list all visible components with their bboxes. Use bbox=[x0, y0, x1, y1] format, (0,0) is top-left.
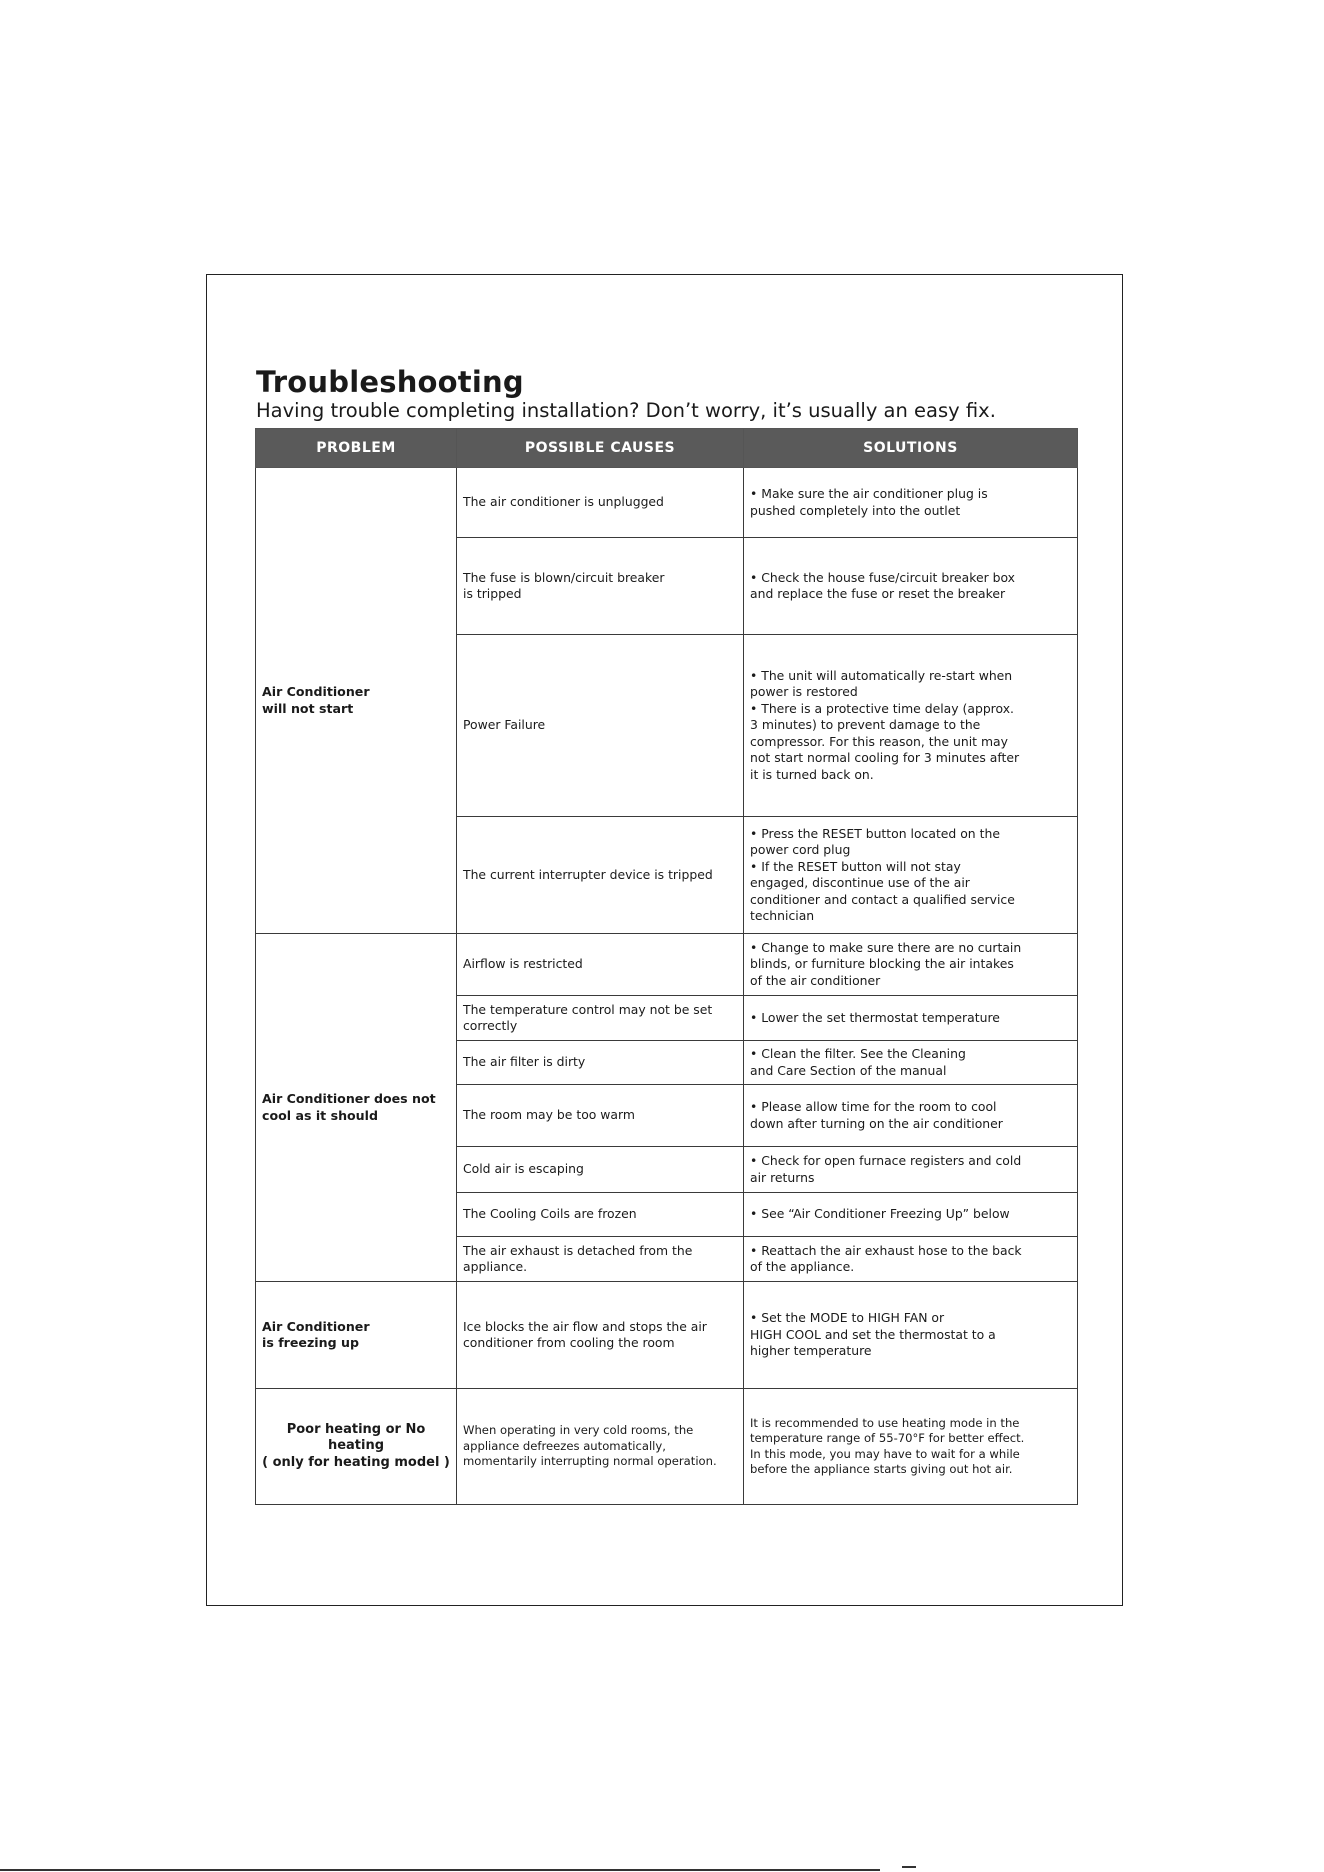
cause-line: The room may be too warm bbox=[463, 1107, 635, 1123]
cause-line: appliance. bbox=[463, 1259, 528, 1274]
cause-cell bbox=[457, 1237, 744, 1282]
problem-line: is freezing up bbox=[262, 1335, 359, 1350]
cause-cell bbox=[457, 635, 744, 817]
solution-line: blinds, or furniture blocking the air intakes bbox=[750, 956, 1014, 972]
table-row bbox=[256, 1389, 1078, 1505]
page-title: Troubleshooting bbox=[256, 365, 524, 399]
solution-cell bbox=[744, 817, 1078, 934]
solution-line: temperature range of 55-70°F for better effect. bbox=[750, 1431, 1025, 1445]
problem-line: ( only for heating model ) bbox=[262, 1454, 450, 1470]
page-subtitle: Having trouble completing installation? Don’t worry, it’s usually an easy fix. bbox=[256, 399, 996, 422]
solution-line: before the appliance starts giving out hot air. bbox=[750, 1462, 1013, 1476]
problem-cell bbox=[256, 468, 457, 934]
header-possible-causes: POSSIBLE CAUSES bbox=[457, 429, 744, 468]
solution-cell bbox=[744, 468, 1078, 538]
cause-line: Ice blocks the air flow and stops the air bbox=[463, 1318, 707, 1334]
solution-cell bbox=[744, 996, 1078, 1041]
cause-cell bbox=[457, 996, 744, 1041]
cause-cell bbox=[457, 1282, 744, 1389]
problem-line: Air Conditioner does not bbox=[262, 1091, 436, 1106]
solution-line: • The unit will automatically re-start when bbox=[750, 667, 1013, 683]
solution-cell bbox=[744, 538, 1078, 635]
solution-line: it is turned back on. bbox=[750, 766, 874, 782]
cause-cell bbox=[457, 468, 744, 538]
solution-line: higher temperature bbox=[750, 1343, 872, 1359]
solution-cell bbox=[744, 1147, 1078, 1193]
problem-cell bbox=[256, 1389, 457, 1505]
cause-line: The current interrupter device is tripped bbox=[463, 866, 713, 882]
cause-line: appliance defreezes automatically, bbox=[463, 1438, 666, 1453]
cause-line: Power Failure bbox=[463, 717, 546, 733]
cause-cell bbox=[457, 1041, 744, 1085]
solution-line: • Check for open furnace registers and cold bbox=[750, 1153, 1022, 1168]
solution-line: It is recommended to use heating mode in the bbox=[750, 1415, 1020, 1430]
cause-cell bbox=[457, 1193, 744, 1237]
solution-line: • Set the MODE to HIGH FAN or bbox=[750, 1310, 945, 1326]
cause-cell bbox=[457, 1085, 744, 1147]
problem-line: Air Conditioner bbox=[262, 1318, 370, 1334]
solution-line: • Lower the set thermostat temperature bbox=[750, 1009, 1000, 1025]
cause-line: The air exhaust is detached from the bbox=[463, 1242, 693, 1258]
cause-cell bbox=[457, 934, 744, 996]
problem-line: cool as it should bbox=[262, 1107, 378, 1123]
problem-cell bbox=[256, 934, 457, 1282]
cause-line: correctly bbox=[463, 1018, 518, 1033]
solution-line: • Reattach the air exhaust hose to the back bbox=[750, 1242, 1022, 1258]
cause-line: conditioner from cooling the room bbox=[463, 1335, 675, 1350]
cause-line: The air conditioner is unplugged bbox=[463, 494, 664, 510]
page-mark bbox=[902, 1866, 916, 1868]
header-problem: PROBLEM bbox=[256, 429, 457, 468]
solution-cell bbox=[744, 1389, 1078, 1505]
solution-cell bbox=[744, 1041, 1078, 1085]
cause-cell bbox=[457, 817, 744, 934]
table-header-row bbox=[256, 429, 1078, 468]
solution-line: technician bbox=[750, 908, 815, 923]
problem-line: Poor heating or No heating bbox=[286, 1421, 426, 1454]
problem-line: will not start bbox=[262, 700, 354, 716]
cause-line: When operating in very cold rooms, the bbox=[463, 1423, 694, 1438]
solution-line: • Check the house fuse/circuit breaker box bbox=[750, 569, 1016, 585]
solution-line: • Please allow time for the room to cool bbox=[750, 1099, 997, 1114]
solution-cell bbox=[744, 934, 1078, 996]
solution-line: In this mode, you may have to wait for a while bbox=[750, 1446, 1020, 1461]
cause-line: The temperature control may not be set bbox=[463, 1001, 713, 1017]
solution-cell bbox=[744, 1085, 1078, 1147]
problem-cell bbox=[256, 1282, 457, 1389]
solution-line: pushed completely into the outlet bbox=[750, 502, 961, 518]
solution-line: of the appliance. bbox=[750, 1259, 855, 1274]
solution-line: not start normal cooling for 3 minutes after bbox=[750, 750, 1020, 766]
solution-line: down after turning on the air conditioner bbox=[750, 1115, 1003, 1131]
cause-line: is tripped bbox=[463, 586, 522, 601]
solution-line: compressor. For this reason, the unit may bbox=[750, 733, 1008, 749]
table-row bbox=[256, 1282, 1078, 1389]
cause-line: Cold air is escaping bbox=[463, 1161, 584, 1177]
solution-cell bbox=[744, 1237, 1078, 1282]
solution-cell bbox=[744, 635, 1078, 817]
cause-line: The fuse is blown/circuit breaker bbox=[463, 569, 665, 585]
solution-cell bbox=[744, 1193, 1078, 1237]
cause-cell bbox=[457, 1389, 744, 1505]
troubleshooting-table bbox=[255, 428, 1078, 1505]
solution-line: • See “Air Conditioner Freezing Up” below bbox=[750, 1206, 1010, 1222]
solution-line: and replace the fuse or reset the breaker bbox=[750, 586, 1006, 601]
solution-line: • There is a protective time delay (approx. bbox=[750, 700, 1014, 716]
solution-line: • Change to make sure there are no curtain bbox=[750, 939, 1022, 955]
solution-line: • Press the RESET button located on the bbox=[750, 825, 1000, 841]
solution-line: of the air conditioner bbox=[750, 972, 881, 988]
cause-cell bbox=[457, 1147, 744, 1193]
cause-line: The air filter is dirty bbox=[463, 1054, 586, 1070]
cause-cell bbox=[457, 538, 744, 635]
solution-line: 3 minutes) to prevent damage to the bbox=[750, 717, 981, 733]
solution-line: engaged, discontinue use of the air bbox=[750, 875, 970, 890]
cause-line: The Cooling Coils are frozen bbox=[463, 1206, 637, 1222]
table-row bbox=[256, 934, 1078, 996]
solution-line: • Clean the filter. See the Cleaning bbox=[750, 1046, 966, 1061]
solution-line: HIGH COOL and set the thermostat to a bbox=[750, 1326, 996, 1342]
header-solutions: SOLUTIONS bbox=[744, 429, 1078, 468]
problem-line: Air Conditioner bbox=[262, 684, 370, 699]
solution-line: and Care Section of the manual bbox=[750, 1062, 947, 1078]
solution-line: air returns bbox=[750, 1169, 815, 1185]
cause-line: Airflow is restricted bbox=[463, 956, 583, 972]
solution-line: • If the RESET button will not stay bbox=[750, 858, 961, 874]
cause-line: momentarily interrupting normal operation. bbox=[463, 1454, 717, 1469]
solution-line: conditioner and contact a qualified service bbox=[750, 891, 1015, 907]
solution-line: power cord plug bbox=[750, 842, 851, 857]
solution-line: • Make sure the air conditioner plug is bbox=[750, 486, 988, 501]
solution-line: power is restored bbox=[750, 684, 858, 700]
table-row bbox=[256, 468, 1078, 538]
solution-cell bbox=[744, 1282, 1078, 1389]
bottom-rule bbox=[0, 1869, 880, 1871]
